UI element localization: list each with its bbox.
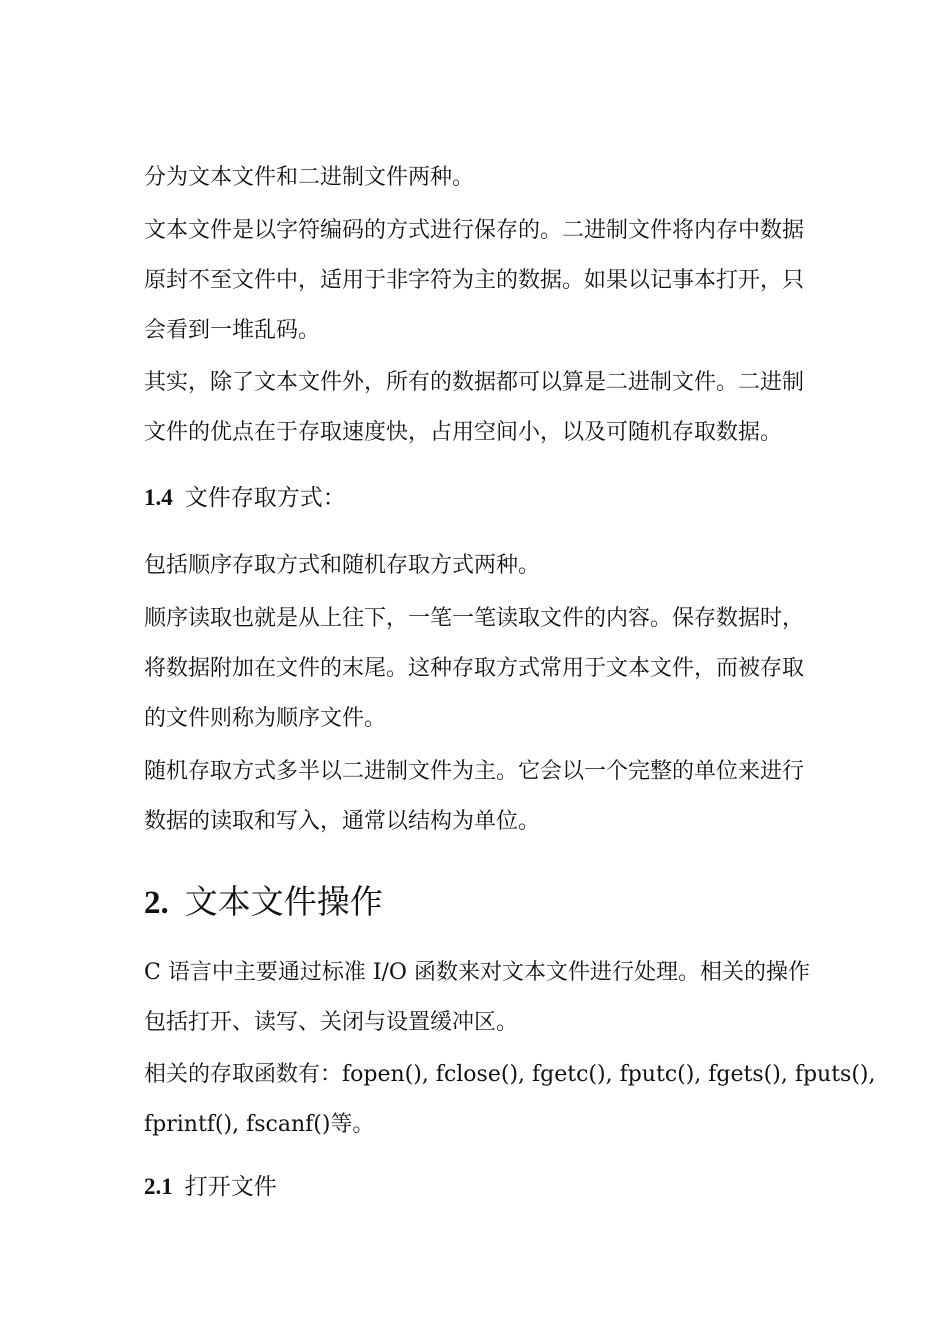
paragraph-text-vs-binary [144, 206, 808, 356]
heading-1-4 [144, 482, 808, 514]
paragraph-file-types [144, 153, 808, 203]
text-line: 将数据附加在文件的末尾。这种存取方式常用于文本文件，而被存取 [144, 656, 805, 681]
paragraph-access-methods [144, 541, 808, 591]
text-line: 顺序读取也就是从上往下，一笔一笔读取文件的内容。保存数据时， [144, 606, 805, 631]
text-line: 的文件则称为顺序文件。 [144, 706, 387, 731]
paragraph-binary-advantages [144, 358, 808, 458]
heading-2 [144, 880, 808, 925]
heading-text: 文本文件操作 [184, 882, 383, 921]
text-line: 文件的优点在于存取速度快，占用空间小，以及可随机存取数据。 [144, 420, 783, 445]
heading-number: 2.1 [144, 1174, 173, 1199]
text-line: 包括打开、读写、关闭与设置缓冲区。 [144, 1010, 519, 1035]
heading-text: 文件存取方式： [184, 485, 346, 511]
text-line: 相关的存取函数有：fopen(), fclose(), fgetc(), fputc(), fgets(), fputs(), [144, 1062, 876, 1087]
paragraph-random-access [144, 747, 808, 847]
heading-number: 1.4 [144, 485, 173, 510]
text-line: 分为文本文件和二进制文件两种。 [144, 165, 475, 190]
paragraph-access-function-list [144, 1050, 876, 1150]
text-line: 会看到一堆乱码。 [144, 318, 321, 343]
heading-text: 打开文件 [184, 1174, 277, 1200]
paragraph-c-io-functions [144, 948, 808, 1048]
heading-number: 2. [144, 885, 169, 921]
text-line: 原封不至文件中，适用于非字符为主的数据。如果以记事本打开，只 [144, 268, 805, 293]
text-line: 包括顺序存取方式和随机存取方式两种。 [144, 553, 541, 578]
text-line: C 语言中主要通过标准 I/O 函数来对文本文件进行处理。相关的操作 [144, 960, 810, 985]
text-line: 数据的读取和写入，通常以结构为单位。 [144, 809, 541, 834]
heading-2-1 [144, 1171, 808, 1203]
text-line: 其实，除了文本文件外，所有的数据都可以算是二进制文件。二进制 [144, 370, 805, 395]
text-line: fprintf(), fscanf()等。 [144, 1112, 375, 1137]
text-line: 文本文件是以字符编码的方式进行保存的。二进制文件将内存中数据 [144, 218, 805, 243]
text-line: 随机存取方式多半以二进制文件为主。它会以一个完整的单位来进行 [144, 759, 805, 784]
paragraph-sequential-access [144, 594, 808, 744]
